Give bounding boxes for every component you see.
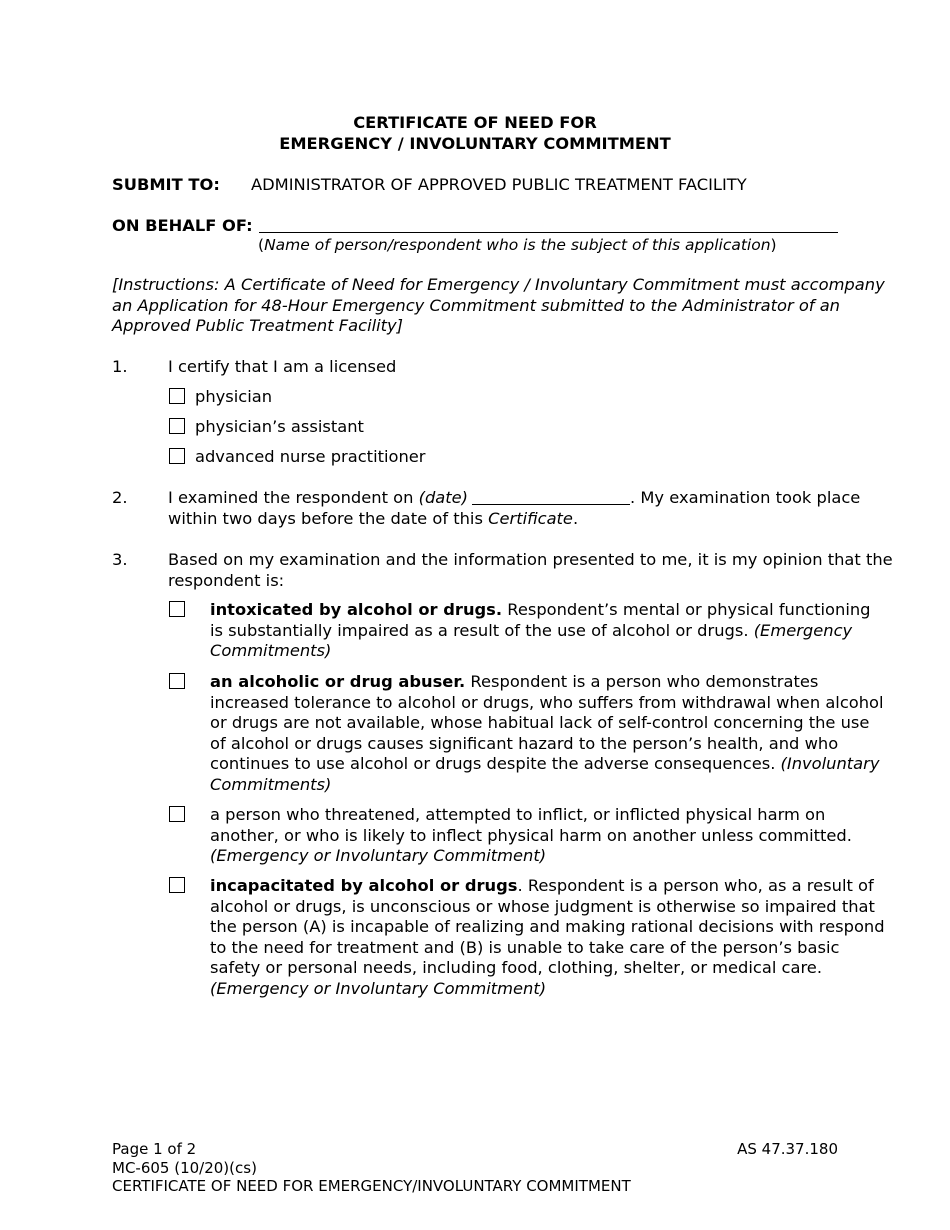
option-incapacitated-line-2: alcohol or drugs, is unconscious or whose judgment is otherwise so impaired that (210, 896, 875, 916)
option-alcoholic-l5-italic: (Involuntary (780, 754, 880, 773)
option-alcoholic-line-2: increased tolerance to alcohol or drugs, who suffers from withdrawal when alcohol (210, 692, 884, 712)
option-incapacitated (210, 876, 885, 999)
item-2-certificate-word: Certificate (488, 509, 573, 528)
respondent-name-field[interactable] (259, 214, 838, 233)
option-incapacitated-line-4: to the need for treatment and (B) is unable to take care of the person’s basic (210, 937, 840, 957)
option-alcoholic-line-3: or drugs are not available, whose habitual lack of self-control concerning the use (210, 713, 870, 732)
option-incapacitated-line-3: the person (A) is incapable of realizing and making rational decisions with respond (210, 917, 885, 936)
item-2-text-before: I examined the respondent on (168, 488, 419, 507)
option-alcoholic-l5: continues to use alcohol or drugs despite the adverse consequences. (210, 754, 781, 773)
intoxicated-checkbox[interactable] (169, 601, 185, 617)
item-3-intro (168, 550, 893, 591)
alcoholic-checkbox[interactable] (169, 673, 185, 689)
option-incapacitated-line-5: safety or personal needs, including food, clothing, shelter, or medical care. (210, 958, 823, 977)
title-line-1: CERTIFICATE OF NEED FOR (353, 113, 597, 132)
option-alcoholic-heading: an alcoholic or drug abuser. (210, 672, 466, 691)
footer-form-number: MC-605 (10/20)(cs) (112, 1158, 257, 1177)
physician-assistant-checkbox[interactable] (169, 418, 185, 434)
examination-date-field[interactable] (472, 488, 630, 505)
item-2-line-2-before: within two days before the date of this (168, 509, 489, 528)
option-intoxicated (210, 600, 871, 662)
title-line-2: EMERGENCY / INVOLUNTARY COMMITMENT (279, 134, 671, 153)
submit-to-label: SUBMIT TO: (112, 175, 220, 194)
instructions-line-3: Approved Public Treatment Facility] (112, 316, 404, 335)
option-harm-line-3: (Emergency or Involuntary Commitment) (210, 846, 547, 865)
option-alcoholic-line-1 (210, 672, 884, 693)
option-intoxicated-heading: intoxicated by alcohol or drugs. (210, 600, 503, 619)
option-incapacitated-line-6: (Emergency or Involuntary Commitment) (210, 978, 547, 998)
on-behalf-of-label: ON BEHALF OF: (112, 216, 253, 235)
item-3-line-2: respondent is: (168, 570, 285, 590)
nurse-practitioner-label: advanced nurse practitioner (195, 447, 426, 466)
nurse-practitioner-checkbox[interactable] (169, 448, 185, 464)
item-3-line-1: Based on my examination and the information presented to me, it is my opinion that the (168, 550, 893, 569)
option-harm (210, 805, 852, 867)
item-1-number: 1. (112, 357, 128, 376)
footer-form-title: CERTIFICATE OF NEED FOR EMERGENCY/INVOLUNTARY COMMITMENT (112, 1177, 631, 1195)
instructions-line-1: [Instructions: A Certificate of Need for Emergency / Involuntary Commitment must accompany (112, 275, 885, 294)
option-incapacitated-line-1 (210, 876, 885, 897)
instructions-line-2: an Application for 48-Hour Emergency Commitment submitted to the Administrator of an (112, 295, 841, 315)
item-2-line-2 (168, 509, 578, 530)
option-intoxicated-line-1 (210, 600, 871, 621)
item-2-date-hint: (date) (418, 488, 469, 507)
option-harm-line-1: a person who threatened, attempted to inflict, or inflicted physical harm on (210, 805, 826, 824)
option-intoxicated-l1: Respondent’s mental or physical functioning (502, 600, 871, 619)
item-2-line-1 (168, 488, 860, 509)
option-alcoholic-line-4: of alcohol or drugs causes significant hazard to the person’s health, and who (210, 733, 839, 753)
instructions (112, 275, 885, 337)
footer-statute: AS 47.37.180 (737, 1140, 838, 1158)
respondent-name-caption-text: Name of person/respondent who is the subject of this application (264, 236, 771, 254)
option-harm-line-2: another, or who is likely to inflect physical harm on another unless committed. (210, 825, 852, 845)
footer-left (112, 1140, 631, 1196)
item-2-text-after: . My examination took place (630, 488, 861, 507)
option-alcoholic-l1: Respondent is a person who demonstrates (465, 672, 819, 691)
physician-checkbox[interactable] (169, 388, 185, 404)
option-intoxicated-line-2 (210, 621, 871, 642)
footer-page-number: Page 1 of 2 (112, 1140, 197, 1158)
option-alcoholic (210, 672, 884, 795)
option-alcoholic-line-5 (210, 754, 884, 775)
item-3-number: 3. (112, 550, 128, 569)
option-intoxicated-line-3: Commitments) (210, 641, 332, 660)
option-incapacitated-heading: incapacitated by alcohol or drugs (210, 876, 518, 895)
option-intoxicated-l2: is substantially impaired as a result of the use of alcohol or drugs. (210, 620, 754, 640)
physician-assistant-label: physician’s assistant (195, 417, 364, 436)
option-alcoholic-line-6: Commitments) (210, 774, 332, 794)
physician-label: physician (195, 387, 273, 406)
harm-checkbox[interactable] (169, 806, 185, 822)
option-incapacitated-l1: . Respondent is a person who, as a result of (517, 876, 874, 895)
item-1-text: I certify that I am a licensed (168, 357, 397, 376)
respondent-name-caption: (Name of person/respondent who is the subject of this application) (258, 236, 777, 254)
item-2-number: 2. (112, 488, 128, 507)
item-2-line-2-end: . (572, 509, 579, 528)
incapacitated-checkbox[interactable] (169, 877, 185, 893)
option-intoxicated-l2-italic: (Emergency (753, 620, 853, 640)
submit-to-value: ADMINISTRATOR OF APPROVED PUBLIC TREATMENT FACILITY (251, 175, 747, 194)
